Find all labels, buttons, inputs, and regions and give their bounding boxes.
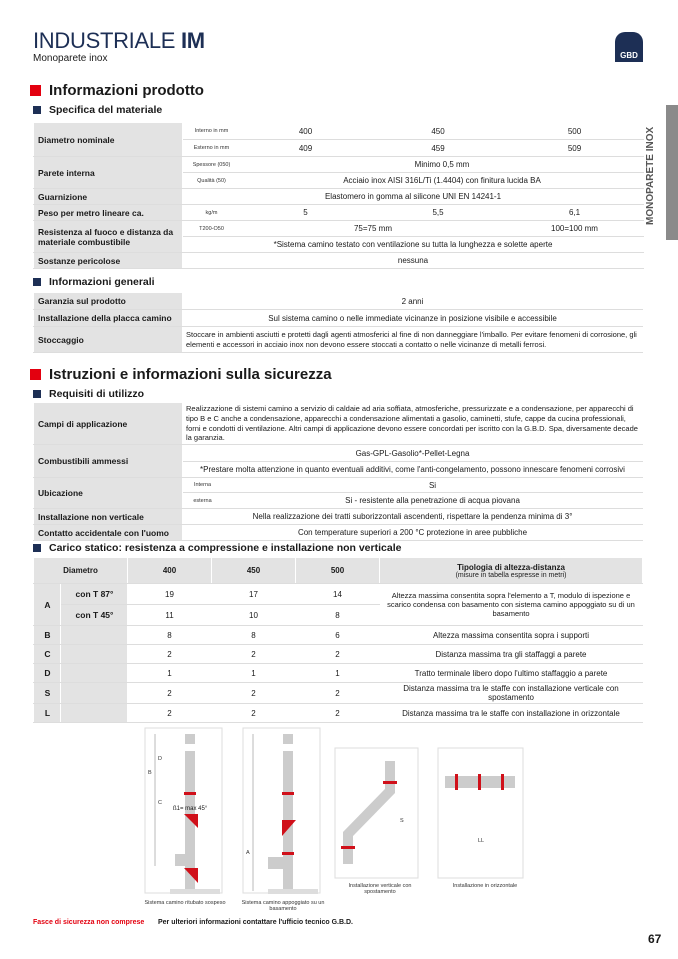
caption-offset: Installazione verticale con spostamento	[348, 883, 412, 895]
general-info-table: Garanzia sul prodotto 2 anni Installazione della placca camino Sul sistema camino o nelle immediate vicinanze in posizione visibile e accessibile Stoccaggio Stoccare in ambienti asciutti e protetti dagli agenti atmosferici al fine di non danneggiare l'imballo. Per evitare fenomeni di corrosione, gli elementi e accessori in acciaio inox non devono essere stoccati a contatto o nelle vicinanze di metalli ferrosi.	[33, 292, 643, 353]
diagram-note: ß1= max 45°	[173, 806, 208, 812]
value-500: 1	[296, 664, 380, 683]
value-500: 6	[296, 626, 380, 645]
row-sub	[61, 664, 128, 683]
row-sub	[61, 704, 128, 723]
row-key: B	[34, 626, 61, 645]
subheading-general: Informazioni generali	[33, 276, 155, 288]
value-450: 1	[212, 664, 296, 683]
row-key: C	[34, 645, 61, 664]
load-row	[34, 683, 643, 704]
material-spec-table: Diametro nominale Interno in mm 400 450 500 Esterno in mm 409 459 509 Parete interna Spessore (050) Minimo 0,5 mm Qualità (50) Acciaio inox AISI 316L/Ti (1.4404) con finitura lucida BA Guarnizione Elastomero in gomma al silicone UNI EN 14241-1 Peso per metro lineare ca. kg/m 5 5,5 6,1 Resistenza al fuoco e distanza da materiale combustibile T200-O50 75=75 mm 100=100 mm *Sistema camino testato con ventilazione su tutta la lunghezza e solette aperte Sostanze pericolose nessuna	[33, 122, 644, 269]
value-400: 8	[128, 626, 212, 645]
load-row	[34, 645, 643, 664]
row-desc: Distanza massima tra le staffe con installazione verticale con spostamento	[380, 683, 643, 704]
label-ll: LL	[478, 838, 485, 844]
value-500: 2	[296, 683, 380, 704]
row-key: S	[34, 683, 61, 704]
subheading-static-load: Carico statico: resistenza a compressione e installazione non verticale	[33, 542, 401, 554]
value-500: 2	[296, 704, 380, 723]
section-heading-safety: Istruzioni e informazioni sulla sicurezza	[30, 366, 332, 383]
label-a: A	[246, 850, 250, 856]
subheading-requirements: Requisiti di utilizzo	[33, 388, 144, 400]
row-desc: Distanza massima tra le staffe con installazione in orizzontale	[380, 704, 643, 723]
value-400: 1	[128, 664, 212, 683]
page-subtitle: Monoparete inox	[33, 53, 108, 64]
value-450: 8	[212, 626, 296, 645]
load-row	[34, 664, 643, 683]
value-400: 2	[128, 704, 212, 723]
label-c: C	[158, 800, 162, 806]
diagram-base	[243, 728, 320, 894]
page-number: 67	[648, 932, 662, 946]
load-row	[34, 704, 643, 723]
label-s: S	[400, 818, 404, 824]
row-desc: Distanza massima tra gli staffaggi a parete	[380, 645, 643, 664]
installation-diagrams	[140, 726, 540, 906]
static-load-table: Diametro 400 450 500 Tipologia di altezza-distanza (misure in tabella espresse in metri) A con T 87° 19 17 14 Altezza massima consentita sopra l'elemento a T, modulo di ispezione e scarico condensa con basamento con sistema camino appoggiato su di un basamento con T 45° 11 10 8 B 8 8 6 Altezza massima consentita sopra i supporti C 2 2 2 Distanza massima tra gli staffaggi a parete D 1 1 1 Tratto terminale libero dopo l'ultimo staffaggio a parete S 2 2 2 Distanza massima tra le staffe con installazione verticale con spostamento L 2 2 2 Distanza massima tra le staffe con installazione in orizzontale	[33, 557, 643, 723]
value-450: 2	[212, 683, 296, 704]
label-d: D	[158, 756, 162, 762]
row-desc: Tratto terminale libero dopo l'ultimo staffaggio a parete	[380, 664, 643, 683]
caption-suspended: Sistema camino ritubato sospeso	[144, 900, 226, 906]
caption-horizontal: Installazione in orizzontale	[452, 883, 518, 889]
value-450: 2	[212, 645, 296, 664]
footer-safety-note: Fasce di sicurezza non comprese	[33, 919, 145, 926]
row-sub	[61, 626, 128, 645]
value-500: 2	[296, 645, 380, 664]
row-key: L	[34, 704, 61, 723]
gbd-logo: GBD	[615, 32, 643, 62]
diagram-horizontal	[438, 748, 523, 878]
side-tab: MONOPARETE INOX	[643, 105, 678, 240]
row-sub	[61, 645, 128, 664]
row-key: D	[34, 664, 61, 683]
diagram-offset	[335, 748, 418, 878]
load-row	[34, 626, 643, 645]
label-b: B	[148, 770, 152, 776]
section-heading-product: Informazioni prodotto	[30, 82, 204, 99]
page-title: INDUSTRIALE IM	[33, 28, 205, 53]
value-450: 2	[212, 704, 296, 723]
value-400: 2	[128, 645, 212, 664]
footer-contact-note: Per ulteriori informazioni contattare l'ufficio tecnico G.B.D.	[158, 919, 353, 926]
value-400: 2	[128, 683, 212, 704]
caption-base: Sistema camino appoggiato su un basamento	[241, 900, 325, 912]
subheading-material: Specifica del materiale	[33, 104, 162, 116]
row-sub	[61, 683, 128, 704]
row-desc: Altezza massima consentita sopra i supporti	[380, 626, 643, 645]
requirements-table: Campi di applicazione Realizzazione di sistemi camino a servizio di caldaie ad aria soffiata, atmosferiche, pressurizzate e a condensazione, per apparecchi di tipo B e C anche a condensazione, apparecchi a condensazione alimentati a gasolio, caminetti, stufe, cappe da cucina professionali, forni e condotti di ventilazione. Altri campi di applicazione devono essere concordati per iscritto con la G.B.D. Spa, diversamente decade la garanzia. Combustibili ammessi Gas-GPL-Gasolio*-Pellet-Legna *Prestare molta attenzione in quanto eventuali additivi, come l'anti-congelamento, possono innescare fenomeni corrosivi Ubicazione Interna Si esterna Si - resistente alla penetrazione di acqua piovana Installazione non verticale Nella realizzazione dei tratti suborizzontali ascendenti, rispettare la pendenza minima di 3° Contatto accidentale con l'uomo Con temperature superiori a 200 °C protezione in aree pubbliche	[33, 402, 643, 541]
